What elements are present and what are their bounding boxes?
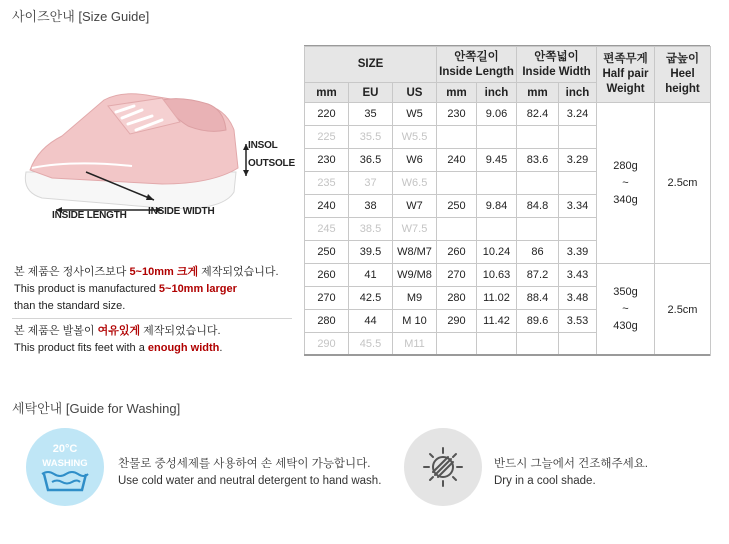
washing-guide-title: 세탁안내 [Guide for Washing] [12,401,181,416]
size-us: W5.5 [393,126,437,149]
inside-width-label: INSIDE WIDTH [148,206,215,217]
size-mm: 280 [305,310,349,333]
size-eu: 35 [349,103,393,126]
length-mm [437,333,477,356]
length-mm: 230 [437,103,477,126]
width-mm: 88.4 [517,287,559,310]
length-inch [477,172,517,195]
inside-length-label: INSIDE LENGTH [52,210,127,221]
width-mm: 89.6 [517,310,559,333]
sub-length-inch: inch [477,83,517,103]
size-eu: 38 [349,195,393,218]
header-inside-width: 안쪽넓이 Inside Width [517,47,597,83]
size-mm: 240 [305,195,349,218]
width-mm: 84.8 [517,195,559,218]
width-note-ko: 본 제품은 발볼이 여유있게 제작되었습니다. [14,325,221,337]
dry-instruction-ko: 반드시 그늘에서 건조해주세요. [494,458,649,470]
outsole-label: OUTSOLE [248,158,295,169]
sub-us: US [393,83,437,103]
length-inch [477,126,517,149]
sub-width-mm: mm [517,83,559,103]
width-mm [517,126,559,149]
wash-label: WASHING [42,458,88,469]
length-inch: 10.63 [477,264,517,287]
length-mm [437,172,477,195]
shade-dry-icon [404,428,482,506]
length-inch: 11.42 [477,310,517,333]
length-mm: 290 [437,310,477,333]
width-inch: 3.24 [559,103,597,126]
length-inch: 9.06 [477,103,517,126]
length-inch: 9.45 [477,149,517,172]
size-eu: 37 [349,172,393,195]
length-inch: 11.02 [477,287,517,310]
length-inch [477,218,517,241]
hand-wash-icon [26,428,104,506]
wash-tub-icon [26,428,104,506]
size-mm: 270 [305,287,349,310]
insol-label: INSOL [248,140,278,151]
header-weight: 편족무게 Half pair Weight [597,47,655,103]
width-note-en: This product fits feet with a enough width. [14,342,223,354]
width-inch [559,333,597,356]
width-inch: 3.34 [559,195,597,218]
header-heel: 굽높이 Heel height [655,47,711,103]
size-table [304,46,711,356]
size-mm: 250 [305,241,349,264]
header-size: SIZE [305,47,437,83]
size-note-en-2: than the standard size. [14,300,126,312]
dry-instruction [494,456,648,490]
length-inch: 10.24 [477,241,517,264]
width-inch: 3.39 [559,241,597,264]
size-us: W6.5 [393,172,437,195]
size-us: W5 [393,103,437,126]
sun-crossed-icon [404,428,482,506]
size-eu: 42.5 [349,287,393,310]
size-eu: 45.5 [349,333,393,356]
header-inside-length: 안쪽길이 Inside Length [437,47,517,83]
sub-length-mm: mm [437,83,477,103]
table-row [305,103,711,126]
size-eu: 35.5 [349,126,393,149]
size-note [14,264,299,315]
size-us: M 10 [393,310,437,333]
wash-temp: 20°C [52,443,78,455]
length-mm: 240 [437,149,477,172]
weight-cell: 350g ~ 430g [597,264,655,356]
width-inch: 3.48 [559,287,597,310]
length-mm [437,126,477,149]
width-mm [517,218,559,241]
size-us: W9/M8 [393,264,437,287]
heel-cell: 2.5cm [655,264,711,356]
wash-instruction-en: Use cold water and neutral detergent to hand wash. [118,475,382,487]
heel-cell: 2.5cm [655,103,711,264]
shoe-illustration [12,60,302,240]
size-note-ko: 본 제품은 정사이즈보다 5~10mm 크게 제작되었습니다. [14,266,279,278]
size-eu: 44 [349,310,393,333]
size-guide-title: 사이즈안내 [Size Guide] [12,9,150,24]
width-inch [559,172,597,195]
table-row [305,264,711,287]
size-us: M9 [393,287,437,310]
size-us: W8/M7 [393,241,437,264]
size-us: W6 [393,149,437,172]
table-bottom-rule [304,354,710,356]
length-mm [437,218,477,241]
length-mm: 270 [437,264,477,287]
width-mm [517,172,559,195]
size-eu: 36.5 [349,149,393,172]
size-us: W7 [393,195,437,218]
size-mm: 230 [305,149,349,172]
size-us: M11 [393,333,437,356]
width-inch [559,126,597,149]
weight-cell: 280g ~ 340g [597,103,655,264]
size-mm: 260 [305,264,349,287]
size-mm: 290 [305,333,349,356]
width-inch: 3.29 [559,149,597,172]
width-inch: 3.53 [559,310,597,333]
wash-instruction [118,456,381,490]
length-mm: 280 [437,287,477,310]
size-note-en: This product is manufactured 5~10mm larger [14,283,237,295]
width-inch [559,218,597,241]
width-mm: 87.2 [517,264,559,287]
size-eu: 41 [349,264,393,287]
size-eu: 38.5 [349,218,393,241]
length-inch: 9.84 [477,195,517,218]
length-mm: 250 [437,195,477,218]
sub-mm: mm [305,83,349,103]
width-note [14,323,299,357]
sub-eu: EU [349,83,393,103]
width-inch: 3.43 [559,264,597,287]
size-eu: 39.5 [349,241,393,264]
size-mm: 245 [305,218,349,241]
width-mm: 82.4 [517,103,559,126]
width-mm: 83.6 [517,149,559,172]
width-mm [517,333,559,356]
note-divider [12,318,292,319]
size-us: W7.5 [393,218,437,241]
size-mm: 235 [305,172,349,195]
size-mm: 220 [305,103,349,126]
sub-width-inch: inch [559,83,597,103]
width-mm: 86 [517,241,559,264]
size-table-body [305,103,711,356]
length-inch [477,333,517,356]
size-mm: 225 [305,126,349,149]
length-mm: 260 [437,241,477,264]
dry-instruction-en: Dry in a cool shade. [494,475,596,487]
wash-instruction-ko: 찬물로 중성세제를 사용하여 손 세탁이 가능합니다. [118,458,371,470]
